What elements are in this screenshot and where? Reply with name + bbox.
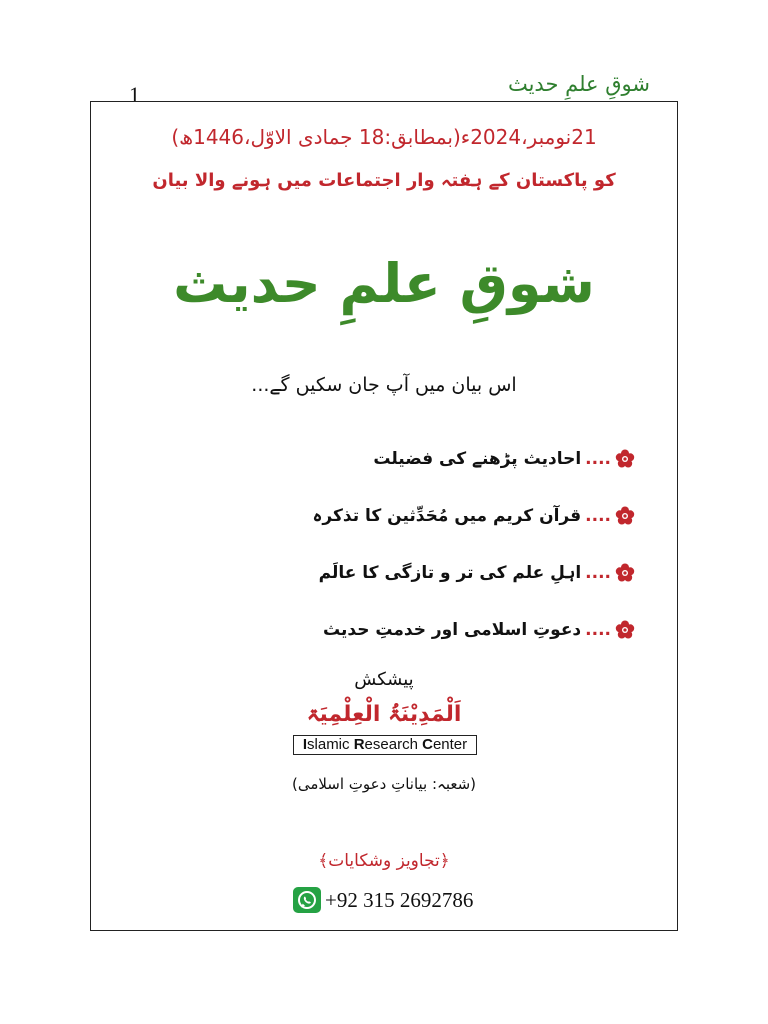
word-rest: enter xyxy=(432,736,468,753)
list-item xyxy=(312,487,635,544)
bullet-dots: .... xyxy=(585,619,611,640)
word-rest: esearch xyxy=(364,736,418,753)
publisher-english-box xyxy=(293,735,477,755)
bullet-dots: .... xyxy=(585,448,611,469)
list-item xyxy=(312,544,635,601)
flower-icon xyxy=(615,449,635,469)
occasion-line: کو پاکستان کے ہفتہ وار اجتماعات میں ہونے والا بیان xyxy=(152,170,616,191)
contact-row xyxy=(293,886,493,914)
flower-icon xyxy=(615,620,635,640)
point-text: اہلِ علم کی تر و تازگی کا عالَم xyxy=(318,563,582,583)
phone-number[interactable]: +92 315 2692786 xyxy=(325,887,474,912)
initial-letter: I xyxy=(302,736,308,753)
cover-frame xyxy=(90,101,678,931)
main-title: شوقِ علمِ حدیث xyxy=(173,252,595,315)
point-text: قرآن کریم میں مُحَدِّثین کا تذکرہ xyxy=(312,506,582,526)
bullet-dots: .... xyxy=(585,505,611,526)
initial-letter: R xyxy=(353,736,365,753)
publisher-arabic: اَلْمَدِیْنَۃُ الْعِلْمِیَۃ xyxy=(306,702,462,727)
flower-icon xyxy=(615,563,635,583)
list-item xyxy=(312,601,635,658)
date-line: 21نومبر،2024ء(بمطابق:18 جمادی الاوّل،1446ھ) xyxy=(171,125,597,149)
point-text: احادیث پڑھنے کی فضیلت xyxy=(373,449,582,469)
point-text: دعوتِ اسلامی اور خدمتِ حدیث xyxy=(323,619,582,640)
bullet-dots: .... xyxy=(585,562,611,583)
topic-list xyxy=(312,430,635,658)
flower-icon xyxy=(615,506,635,526)
initial-letter: C xyxy=(422,736,433,753)
word-rest: slamic xyxy=(307,736,350,753)
running-title: شوقِ علمِ حدیث xyxy=(507,72,650,96)
suggestions-heading: ﴿تجاویز وشکایات﴾ xyxy=(318,851,450,871)
department-label: (شعبہ: بیاناتِ دعوتِ اسلامی) xyxy=(291,775,477,793)
list-item xyxy=(312,430,635,487)
whatsapp-icon xyxy=(293,887,321,913)
intro-text: اس بیان میں آپ جان سکیں گے... xyxy=(251,374,517,396)
presented-by-label: پیشکش xyxy=(354,669,414,690)
page-number: 1 xyxy=(129,82,140,107)
